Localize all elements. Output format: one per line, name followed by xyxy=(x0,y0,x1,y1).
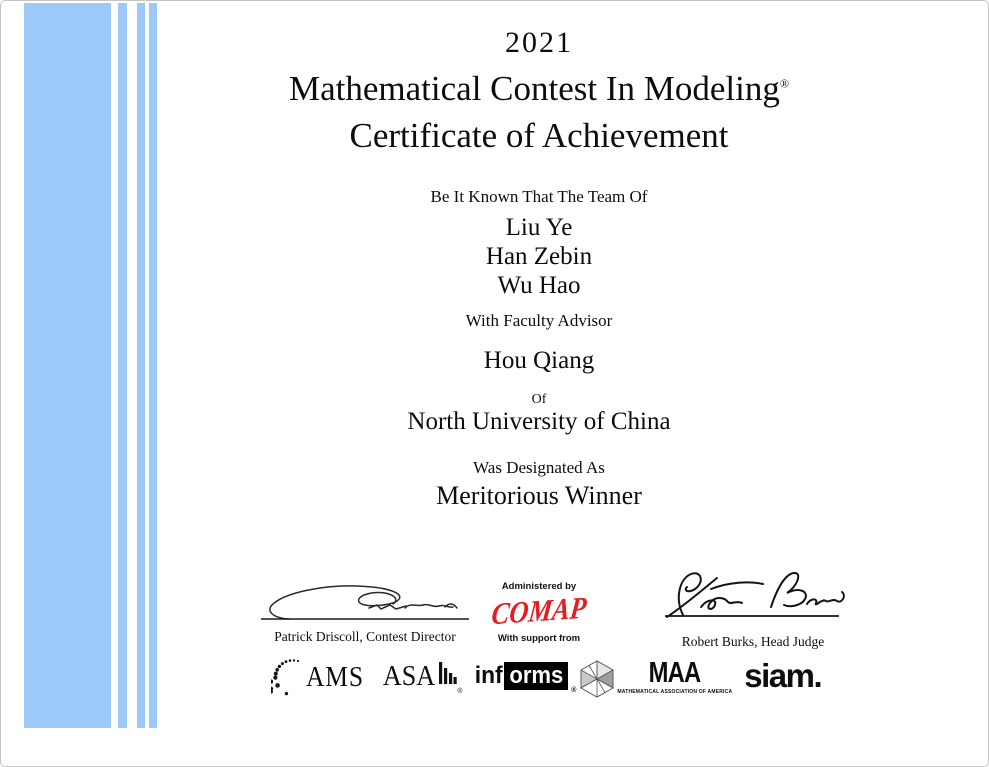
of-label: Of xyxy=(531,392,547,407)
comap-logo: COMAP xyxy=(489,589,589,632)
intro-label: Be It Known That The Team Of xyxy=(430,187,648,206)
siam-logo-text: siam xyxy=(744,657,814,694)
left-stripe-thin-2 xyxy=(137,3,145,728)
asa-logo xyxy=(380,657,462,695)
left-stripe-wide xyxy=(24,3,111,728)
contest-year: 2021 xyxy=(505,26,573,59)
left-stripe-thin-1 xyxy=(118,3,127,728)
contest-director-signature-block xyxy=(247,578,483,645)
ams-arc-icon xyxy=(271,657,307,697)
administered-by-label: Administered by xyxy=(501,581,577,592)
maa-polyhedron-icon xyxy=(580,659,614,699)
maa-text-column xyxy=(617,659,732,695)
robert-burks-signature xyxy=(655,567,851,627)
sponsor-logos-row xyxy=(157,657,937,699)
contest-title xyxy=(157,69,921,109)
faculty-advisor-name: Hou Qiang xyxy=(483,347,595,374)
maa-caption-text: MATHEMATICAL ASSOCIATION OF AMERICA xyxy=(617,689,733,695)
asa-bars-icon xyxy=(439,662,457,688)
maa-logo-text: MAA xyxy=(648,657,701,689)
contest-director-label: Patrick Driscoll, Contest Director xyxy=(274,629,456,644)
team-member-list xyxy=(157,213,921,300)
faculty-advisor-label: With Faculty Advisor xyxy=(465,311,613,330)
designated-label: Was Designated As xyxy=(473,458,605,477)
maa-logo xyxy=(580,659,732,699)
award-name: Meritorious Winner xyxy=(436,481,642,510)
head-judge-signature-block xyxy=(634,567,872,650)
informs-box xyxy=(504,662,569,690)
comap-block xyxy=(463,581,615,644)
team-member: Wu Hao xyxy=(497,272,581,299)
team-member: Liu Ye xyxy=(505,214,573,241)
contest-title-text: Mathematical Contest In Modeling xyxy=(289,69,780,108)
patrick-driscoll-signature xyxy=(259,578,471,624)
siam-period: . xyxy=(813,657,823,694)
left-stripe-thin-3 xyxy=(149,3,157,728)
certificate-subtitle: Certificate of Achievement xyxy=(349,116,729,155)
informs-logo xyxy=(474,662,577,694)
informs-registered-mark: ® xyxy=(571,687,577,694)
ams-logo xyxy=(271,657,368,697)
siam-logo xyxy=(744,658,822,694)
asa-registered-mark: ® xyxy=(457,688,463,695)
informs-suffix-text: orms xyxy=(509,662,564,689)
informs-prefix-text: inf xyxy=(475,662,503,689)
ams-logo-text: AMS xyxy=(306,661,365,693)
registered-trademark-mark: ® xyxy=(779,76,789,91)
support-from-label: With support from xyxy=(497,633,581,644)
asa-logo-text: ASA xyxy=(383,660,436,692)
institution-name: North University of China xyxy=(407,408,671,435)
head-judge-label: Robert Burks, Head Judge xyxy=(681,634,825,649)
team-member: Han Zebin xyxy=(485,243,593,270)
